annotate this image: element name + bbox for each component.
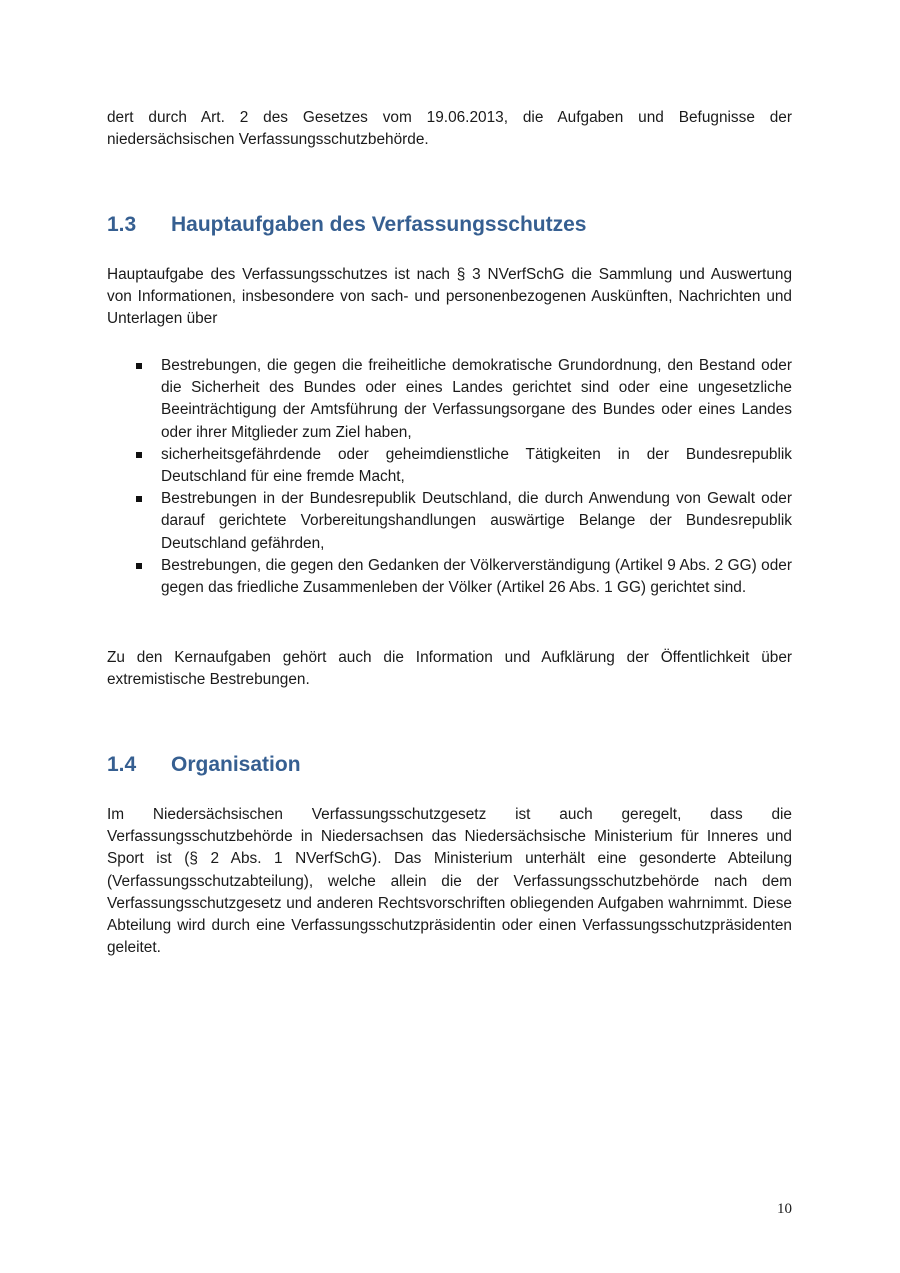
list-item [107,355,792,444]
intro-text: dert durch Art. 2 des Gesetzes vom 19.06.2013, die Aufgaben und Befugnisse der niedersächsischen Verfassungsschutzbehörde. [107,109,792,149]
section-heading-1-4 [107,751,792,779]
closing-text: Zu den Kernaufgaben gehört auch die Information und Aufklärung der Öffentlichkeit über extremistische Bestrebungen. [107,649,792,689]
list-item [107,444,792,488]
organisation-text: Im Niedersächsischen Verfassungsschutzgesetz ist auch geregelt, dass die Verfassungsschutzbehörde in Niedersachsen das Niedersächsische Ministerium für Inneres und Sport ist (§ 2 Abs. 1 NVerfSchG). Das Ministerium unterhält eine gesonderte Abteilung (Verfassungsschutzabteilung), welche allein die der Verfassungsschutzbehörde nach dem Verfassungsschutzgesetz und anderen Rechtsvorschriften obliegenden Aufgaben wahrnimmt. Diese Abteilung wird durch eine Verfassungsschutzpräsidentin oder einen Verfassungsschutzpräsidenten geleitet. [107,806,792,957]
section-heading-1-3 [107,211,792,239]
section-title: Organisation [171,753,301,776]
square-bullet-icon [136,452,142,458]
tasks-bullet-list [107,355,792,599]
square-bullet-icon [136,496,142,502]
section-1-4-body-paragraph [107,804,792,959]
square-bullet-icon [136,363,142,369]
page-number: 10 [777,1201,792,1217]
section-1-3-closing-paragraph [107,647,792,691]
intro-paragraph [107,107,792,151]
list-item [107,488,792,555]
list-item-text: Bestrebungen in der Bundesrepublik Deutschland, die durch Anwendung von Gewalt oder darauf gerichtete Vorbereitungshandlungen auswärtige Belange der Bundesrepublik Deutschland gefährden, [161,490,792,552]
section-1-3-lead-paragraph [107,264,792,331]
section-title: Hauptaufgaben des Verfassungsschutzes [171,213,587,236]
section-number: 1.3 [107,213,137,236]
list-item-text: sicherheitsgefährdende oder geheimdienstliche Tätigkeiten in der Bundesrepublik Deutschland für eine fremde Macht, [161,445,792,486]
list-item [107,555,792,599]
list-item-text: Bestrebungen, die gegen die freiheitliche demokratische Grundordnung, den Bestand oder die Sicherheit des Bundes oder eines Landes gerichtet sind oder eine ungesetzliche Beeinträchtigung der Amtsführung der Verfassungsorgane des Bundes oder eines Landes oder ihrer Mitglieder zum Ziel haben, [161,357,792,441]
lead-text: Hauptaufgabe des Verfassungsschutzes ist nach § 3 NVerfSchG die Sammlung und Auswertung von Informationen, insbesondere von sach- und personenbezogenen Auskünften, Nachrichten und Unterlagen über [107,266,792,328]
list-item-text: Bestrebungen, die gegen den Gedanken der Völkerverständigung (Artikel 9 Abs. 2 GG) oder gegen das friedliche Zusammenleben der Völker (Artikel 26 Abs. 1 GG) gerichtet sind. [161,556,792,597]
section-number: 1.4 [107,753,137,776]
square-bullet-icon [136,563,142,569]
